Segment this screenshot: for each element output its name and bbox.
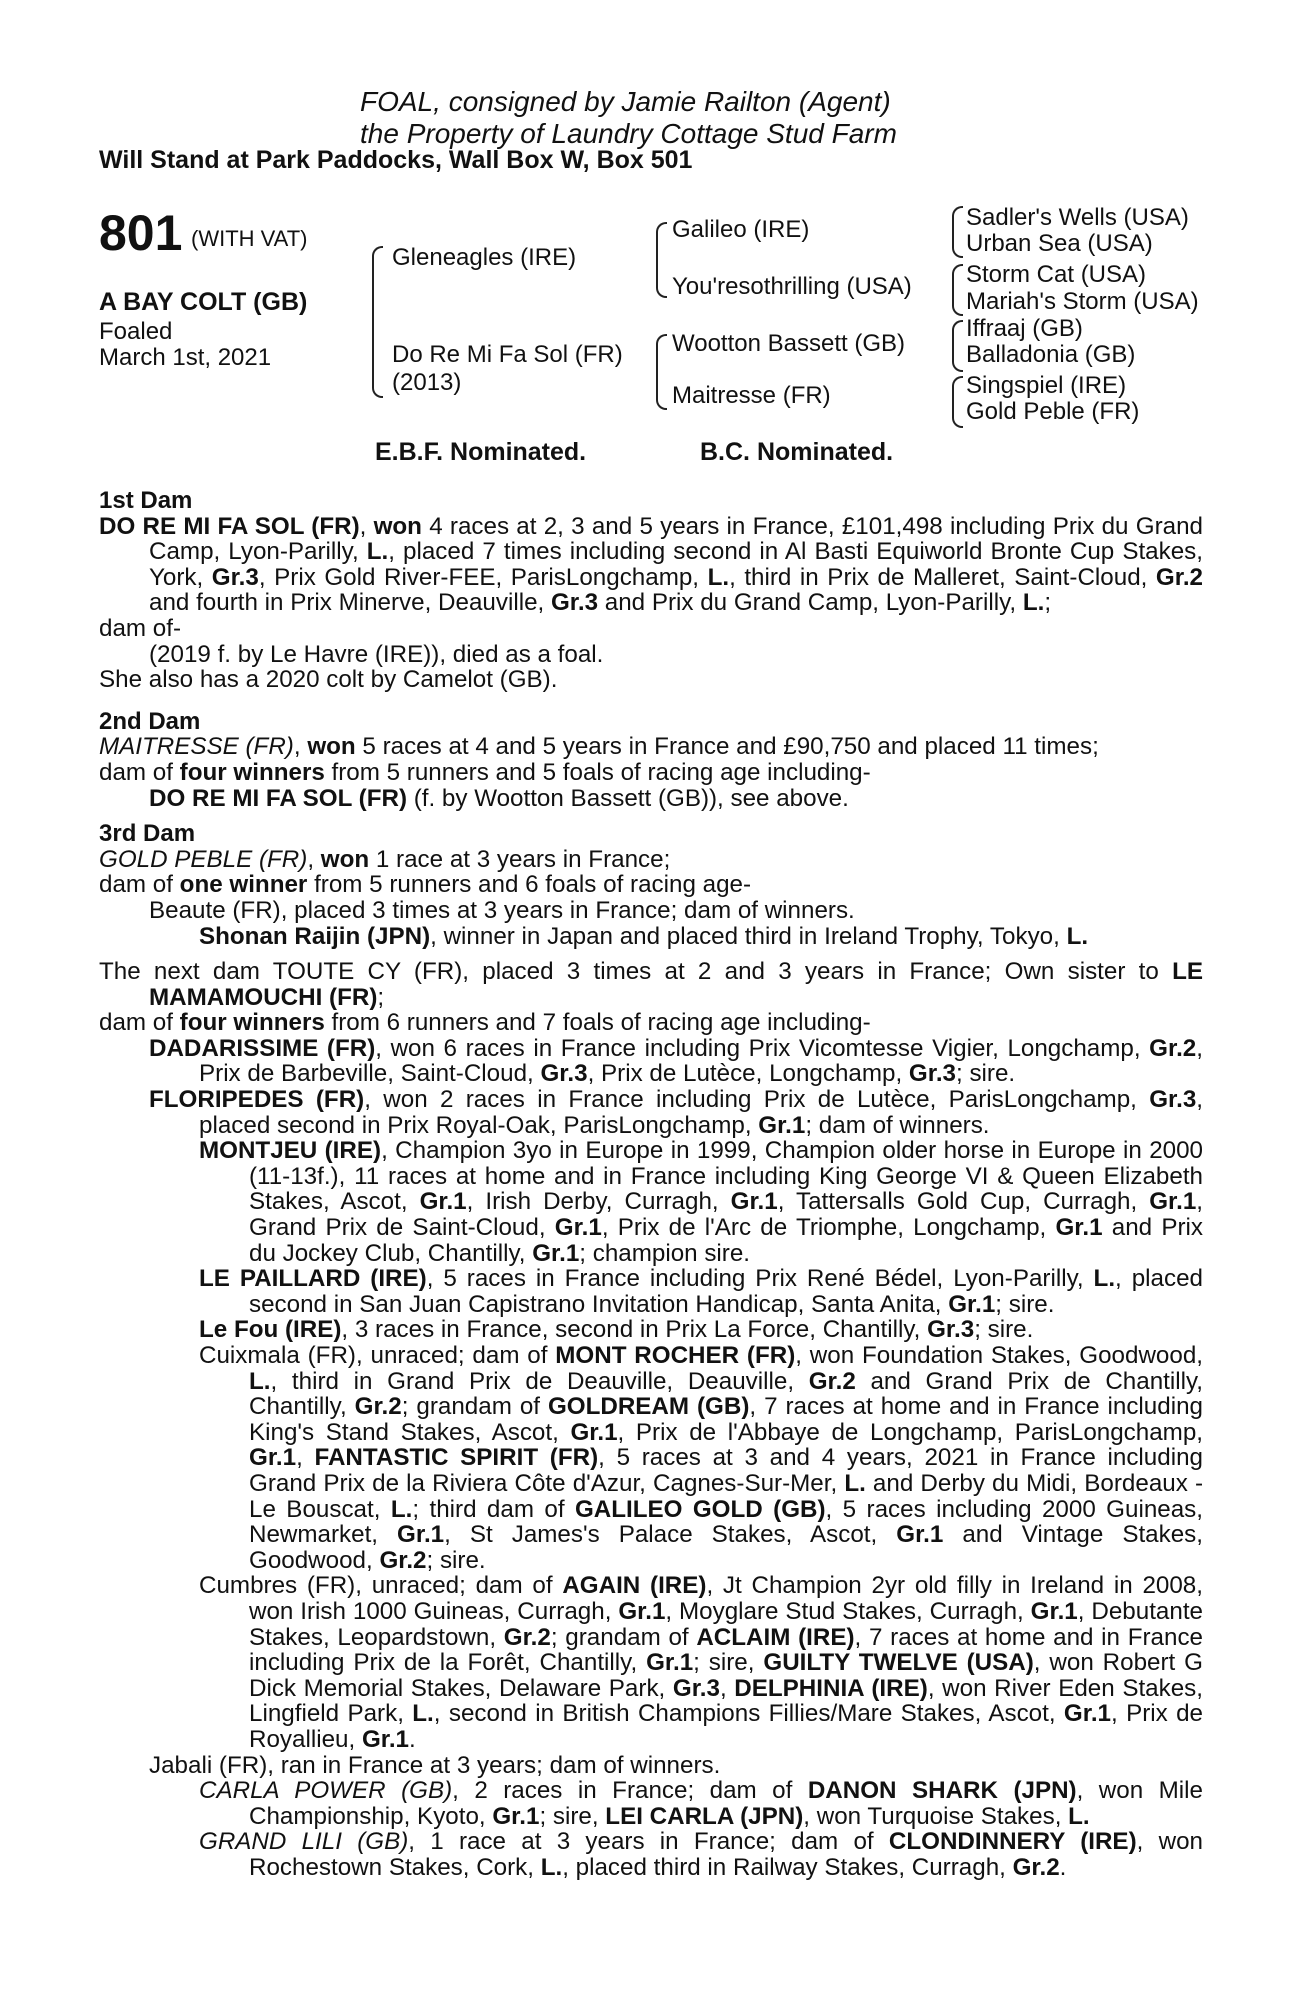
text-segment: Gr.1 bbox=[554, 1214, 602, 1242]
text-segment: DANON SHARK (JPN) bbox=[807, 1777, 1077, 1805]
pedigree-sire-sire: Galileo (IRE) bbox=[672, 216, 810, 243]
text-segment: Gr.2 bbox=[1155, 563, 1203, 591]
text-segment: 1 race at 3 years in France; bbox=[369, 845, 671, 873]
text-segment: Jabali (FR), ran in France at 3 years; dam of winners. bbox=[149, 1751, 721, 1779]
foaled-date: March 1st, 2021 bbox=[99, 344, 272, 371]
paragraph bbox=[99, 1266, 1203, 1317]
pedigree-dam-dam: Maitresse (FR) bbox=[672, 382, 831, 409]
text-segment: Gr.2 bbox=[1012, 1853, 1060, 1881]
text-segment: ; dam of winners. bbox=[805, 1111, 990, 1139]
paragraph bbox=[99, 1010, 1203, 1036]
text-segment: four winners bbox=[179, 758, 325, 786]
text-segment: ; sire. bbox=[974, 1316, 1034, 1344]
bc-nomination: B.C. Nominated. bbox=[700, 438, 894, 466]
pedigree-dsd: Balladonia (GB) bbox=[966, 341, 1136, 368]
text-segment: ; third dam of bbox=[412, 1495, 575, 1523]
text-segment: Gr.1 bbox=[618, 1597, 666, 1625]
paragraph bbox=[99, 959, 1203, 1010]
pedigree-ssd: Urban Sea (USA) bbox=[966, 230, 1153, 257]
pedigree-dds: Singspiel (IRE) bbox=[966, 372, 1127, 399]
text-segment: from 5 runners and 5 foals of racing age including- bbox=[324, 758, 871, 786]
text-segment: MONTJEU (IRE) bbox=[199, 1137, 382, 1165]
text-segment: and Derby du Midi, Bordeaux - Le Bouscat, bbox=[249, 1469, 1203, 1523]
paragraph bbox=[99, 1036, 1203, 1087]
text-segment: , won Foundation Stakes, Goodwood, bbox=[795, 1342, 1204, 1369]
paragraph bbox=[99, 1573, 1203, 1752]
text-segment: L. bbox=[1066, 922, 1089, 950]
paragraph bbox=[99, 1753, 1203, 1779]
text-segment: , Debutante Stakes, Leopardstown, bbox=[249, 1597, 1203, 1651]
text-segment: Gr.1 bbox=[758, 1111, 806, 1139]
text-segment: , bbox=[296, 1444, 315, 1472]
text-segment: , 7 races at home and in France including King's Stand Stakes, Ascot, bbox=[249, 1393, 1203, 1446]
pedigree-dam: Do Re Mi Fa Sol (FR) bbox=[392, 341, 623, 368]
paragraph bbox=[99, 872, 1203, 898]
text-segment: dam of bbox=[99, 871, 180, 899]
paragraph bbox=[99, 786, 1203, 812]
text-segment: Gr.3 bbox=[550, 589, 599, 617]
text-segment: won bbox=[307, 733, 356, 761]
text-segment: GOLDREAM (GB) bbox=[547, 1393, 750, 1421]
text-segment: Gr.1 bbox=[646, 1649, 694, 1677]
text-segment: L. bbox=[390, 1495, 413, 1523]
gen3-brace-3 bbox=[952, 320, 963, 372]
text-segment: CARLA POWER (GB) bbox=[199, 1777, 453, 1805]
pedigree-ddd: Gold Peble (FR) bbox=[966, 398, 1140, 425]
text-segment: GRAND LILI (GB) bbox=[199, 1828, 409, 1856]
paragraph bbox=[99, 1343, 1203, 1573]
text-segment: , 5 races including 2000 Guineas, Newmarket, bbox=[249, 1495, 1203, 1549]
pedigree-notes bbox=[99, 488, 1203, 1880]
paragraph bbox=[99, 488, 1203, 514]
text-segment: , bbox=[307, 845, 321, 873]
text-segment: Gr.1 bbox=[397, 1521, 445, 1549]
text-segment: and Vintage Stakes, Goodwood, bbox=[249, 1521, 1203, 1574]
text-segment: CLONDINNERY (IRE) bbox=[888, 1828, 1137, 1856]
text-segment: Gr.1 bbox=[1030, 1597, 1078, 1625]
text-segment: ; bbox=[377, 983, 385, 1011]
text-segment: , third in Prix de Malleret, Saint-Cloud, bbox=[729, 563, 1156, 591]
paragraph bbox=[99, 1829, 1203, 1880]
ebf-nomination: E.B.F. Nominated. bbox=[375, 438, 587, 466]
text-segment: Cuixmala (FR), unraced; dam of bbox=[199, 1342, 556, 1369]
text-segment: , Champion 3yo in Europe in 1999, Champion older horse in Europe in 2000 (11-13f.), 11 races at home and in France including King George VI & Queen Elizabeth Stakes, Ascot, bbox=[249, 1137, 1204, 1216]
text-segment: from 6 runners and 7 foals of racing age including- bbox=[324, 1009, 871, 1037]
text-segment: dam of bbox=[99, 758, 180, 786]
lot-number: 801 bbox=[99, 205, 183, 261]
text-segment: (f. by Wootton Bassett (GB)), see above. bbox=[407, 784, 849, 812]
text-segment: ; grandam of bbox=[550, 1623, 697, 1651]
text-segment: , 5 races in France including Prix René Bédel, Lyon-Parilly, bbox=[426, 1265, 1094, 1293]
text-segment: AGAIN (IRE) bbox=[562, 1572, 707, 1600]
text-segment: , 3 races in France, second in Prix La Force, Chantilly, bbox=[341, 1316, 928, 1344]
text-segment: won bbox=[373, 512, 422, 540]
text-segment: L. bbox=[249, 1367, 271, 1395]
text-segment: dam of- bbox=[99, 614, 181, 642]
text-segment: ; sire. bbox=[956, 1060, 1016, 1088]
text-segment: Gr.3 bbox=[211, 563, 259, 591]
text-segment: ; sire. bbox=[426, 1546, 486, 1574]
text-segment: . bbox=[409, 1725, 416, 1753]
text-segment: Gr.1 bbox=[948, 1290, 996, 1318]
text-segment: ; sire. bbox=[995, 1290, 1055, 1318]
text-segment: Shonan Raijin (JPN) bbox=[199, 922, 431, 950]
text-segment: , Grand Prix de Saint-Cloud, bbox=[249, 1188, 1204, 1242]
text-segment: Gr.3 bbox=[927, 1316, 975, 1344]
text-segment: , Prix de Barbeville, Saint-Cloud, bbox=[199, 1034, 1203, 1088]
text-segment: , Jt Champion 2yr old filly in Ireland in 2008, won Irish 1000 Guineas, Curragh, bbox=[249, 1572, 1203, 1625]
text-segment: GOLD PEBLE (FR) bbox=[99, 845, 308, 873]
text-segment: Gr.2 bbox=[379, 1546, 427, 1574]
foaled-label: Foaled bbox=[99, 318, 173, 345]
text-segment: and Grand Prix de Chantilly, Chantilly, bbox=[249, 1367, 1204, 1421]
text-segment: (2019 f. by Le Havre (IRE)), died as a foal. bbox=[149, 640, 604, 668]
gen3-brace-4 bbox=[952, 376, 963, 428]
text-segment: GUILTY TWELVE (USA) bbox=[763, 1649, 1034, 1677]
pedigree-dam-sire: Wootton Bassett (GB) bbox=[672, 330, 905, 357]
text-segment: , placed third in Railway Stakes, Curragh, bbox=[562, 1853, 1013, 1881]
text-segment: Beaute (FR), placed 3 times at 3 years in France; dam of winners. bbox=[149, 896, 855, 924]
text-segment: and fourth in Prix Minerve, Deauville, bbox=[149, 589, 551, 617]
text-segment: won bbox=[320, 845, 370, 873]
text-segment: , Prix de Royallieu, bbox=[249, 1700, 1203, 1753]
text-segment: dam of bbox=[99, 1009, 180, 1037]
text-segment: , 5 races at 3 and 4 years, 2021 in France including Grand Prix de la Riviera Côte d'Azur, Cagnes-Sur-Mer, bbox=[249, 1444, 1203, 1497]
text-segment: four winners bbox=[179, 1009, 325, 1037]
text-segment: FLORIPEDES (FR) bbox=[149, 1086, 365, 1114]
text-segment: Gr.1 bbox=[896, 1521, 944, 1549]
text-segment: Gr.1 bbox=[492, 1802, 540, 1830]
text-segment: ; grandam of bbox=[401, 1393, 548, 1421]
text-segment: , won 6 races in France including Prix Vicomtesse Vigier, Longchamp, bbox=[375, 1034, 1150, 1062]
text-segment: ; champion sire. bbox=[579, 1239, 751, 1267]
text-segment: DADARISSIME (FR) bbox=[149, 1034, 376, 1062]
text-segment: Gr.2 bbox=[503, 1623, 551, 1651]
text-segment: , Tattersalls Gold Cup, Curragh, bbox=[777, 1188, 1150, 1216]
text-segment: Gr.2 bbox=[1149, 1034, 1197, 1062]
sire-line-brace bbox=[656, 222, 667, 298]
text-segment: DO RE MI FA SOL (FR) bbox=[99, 512, 360, 540]
text-segment: L. bbox=[366, 538, 389, 566]
text-segment: and Prix du Grand Camp, Lyon-Parilly, bbox=[598, 589, 1023, 617]
text-segment: GALILEO GOLD (GB) bbox=[574, 1495, 826, 1523]
text-segment: Gr.1 bbox=[532, 1239, 580, 1267]
paragraph bbox=[99, 514, 1203, 616]
text-segment: L. bbox=[1022, 589, 1045, 617]
text-segment: , third in Grand Prix de Deauville, Deauville, bbox=[270, 1367, 809, 1395]
pedigree-sire-dam: You'resothrilling (USA) bbox=[672, 273, 912, 300]
text-segment: , placed 7 times including second in Al Basti Equiworld Bronte Cup Stakes, York, bbox=[149, 538, 1203, 591]
text-segment: 4 races at 2, 3 and 5 years in France, £101,498 including Prix du Grand Camp, Lyon-Parilly, bbox=[149, 512, 1203, 566]
paragraph bbox=[99, 1087, 1203, 1138]
text-segment: Gr.1 bbox=[249, 1444, 297, 1472]
text-segment: , bbox=[719, 1674, 735, 1702]
text-segment: Gr.1 bbox=[730, 1188, 778, 1216]
text-segment: from 5 runners and 6 foals of racing age- bbox=[307, 871, 752, 899]
text-segment: , won Rochestown Stakes, Cork, bbox=[249, 1828, 1203, 1881]
text-segment: L. bbox=[540, 1853, 563, 1881]
text-segment: Gr.3 bbox=[540, 1060, 588, 1088]
lot-title: A BAY COLT (GB) bbox=[99, 288, 308, 316]
text-segment: ACLAIM (IRE) bbox=[696, 1623, 855, 1651]
paragraph bbox=[99, 667, 1203, 693]
text-segment: 1st Dam bbox=[99, 487, 193, 514]
text-segment: , won Robert G Dick Memorial Stakes, Delaware Park, bbox=[249, 1649, 1203, 1702]
text-segment: , placed second in Prix Royal-Oak, ParisLongchamp, bbox=[199, 1086, 1204, 1139]
gen3-brace-1 bbox=[952, 206, 963, 258]
text-segment: , bbox=[359, 512, 374, 540]
text-segment: Cumbres (FR), unraced; dam of bbox=[199, 1572, 563, 1600]
text-segment: L. bbox=[1068, 1802, 1090, 1830]
text-segment: , placed second in San Juan Capistrano Invitation Handicap, Santa Anita, bbox=[249, 1265, 1203, 1318]
paragraph bbox=[99, 1317, 1203, 1343]
consignor-line: FOAL, consigned by Jamie Railton (Agent) bbox=[360, 86, 891, 117]
paragraph bbox=[99, 898, 1203, 924]
text-segment: , 1 race at 3 years in France; dam of bbox=[408, 1828, 889, 1856]
text-segment: , winner in Japan and placed third in Ireland Trophy, Tokyo, bbox=[430, 922, 1067, 950]
pedigree-sds: Storm Cat (USA) bbox=[966, 261, 1147, 288]
text-segment: Gr.1 bbox=[570, 1418, 618, 1446]
text-segment: , Irish Derby, Curragh, bbox=[466, 1188, 731, 1216]
text-segment: Gr.1 bbox=[1063, 1700, 1111, 1728]
text-segment: ; sire, bbox=[539, 1802, 606, 1830]
text-segment: one winner bbox=[179, 871, 308, 899]
pedigree-dam-year: (2013) bbox=[392, 369, 462, 396]
text-segment: DO RE MI FA SOL (FR) bbox=[149, 784, 407, 812]
paragraph bbox=[99, 847, 1203, 873]
text-segment: and Prix du Jockey Club, Chantilly, bbox=[249, 1214, 1204, 1267]
text-segment: Le Fou (IRE) bbox=[199, 1316, 342, 1344]
text-segment: MAITRESSE (FR) bbox=[99, 733, 294, 761]
text-segment: , Prix de l'Arc de Triomphe, Longchamp, bbox=[601, 1214, 1056, 1242]
text-segment: ; bbox=[1044, 589, 1052, 617]
paragraph bbox=[99, 821, 1203, 847]
pedigree-sss: Sadler's Wells (USA) bbox=[966, 204, 1189, 231]
pedigree-sire: Gleneagles (IRE) bbox=[392, 244, 577, 271]
text-segment: She also has a 2020 colt by Camelot (GB). bbox=[99, 666, 558, 694]
paragraph bbox=[99, 1778, 1203, 1829]
gen3-brace-2 bbox=[952, 264, 963, 316]
text-segment: 2nd Dam bbox=[99, 707, 201, 735]
paragraph bbox=[99, 709, 1203, 735]
text-segment: DELPHINIA (IRE) bbox=[734, 1674, 928, 1702]
text-segment: , bbox=[293, 733, 308, 761]
text-segment: 5 races at 4 and 5 years in France and £90,750 and placed 11 times; bbox=[355, 733, 1099, 761]
stand-line: Will Stand at Park Paddocks, Wall Box W, Box 501 bbox=[99, 146, 693, 174]
paragraph bbox=[99, 760, 1203, 786]
text-segment: , Prix de l'Abbaye de Longchamp, ParisLongchamp, bbox=[617, 1418, 1203, 1446]
text-segment: , Prix de Lutèce, Longchamp, bbox=[587, 1060, 909, 1088]
text-segment: , won Mile Championship, Kyoto, bbox=[249, 1777, 1203, 1830]
text-segment: , 2 races in France; dam of bbox=[452, 1777, 808, 1805]
text-segment: , won 2 races in France including Prix de Lutèce, ParisLongchamp, bbox=[364, 1086, 1150, 1114]
paragraph bbox=[99, 616, 1203, 642]
text-segment: Gr.1 bbox=[1055, 1214, 1103, 1242]
text-segment: LEI CARLA (JPN) bbox=[605, 1802, 804, 1830]
text-segment: FANTASTIC SPIRIT (FR) bbox=[314, 1444, 599, 1472]
text-segment: Gr.3 bbox=[1149, 1086, 1197, 1114]
text-segment: L. bbox=[707, 563, 730, 591]
text-segment: MONT ROCHER (FR) bbox=[555, 1342, 796, 1369]
text-segment: Gr.3 bbox=[908, 1060, 956, 1088]
text-segment: Gr.3 bbox=[672, 1674, 720, 1702]
text-segment: 3rd Dam bbox=[99, 820, 196, 848]
text-segment: , won Turquoise Stakes, bbox=[803, 1802, 1069, 1830]
text-segment: , St James's Palace Stakes, Ascot, bbox=[444, 1521, 897, 1549]
text-segment: L. bbox=[1093, 1265, 1116, 1293]
text-segment: . bbox=[1059, 1853, 1067, 1881]
text-segment: LE MAMAMOUCHI (FR) bbox=[149, 958, 1203, 1011]
pedigree-dss: Iffraaj (GB) bbox=[966, 315, 1083, 342]
text-segment: ; sire, bbox=[693, 1649, 764, 1677]
paragraph bbox=[99, 642, 1203, 668]
vat-note: (WITH VAT) bbox=[191, 226, 308, 251]
text-segment: , won River Eden Stakes, Lingfield Park, bbox=[249, 1674, 1203, 1728]
text-segment: Gr.1 bbox=[419, 1188, 467, 1216]
property-line: the Property of Laundry Cottage Stud Farm bbox=[360, 118, 897, 149]
sire-dam-brace bbox=[372, 246, 383, 398]
text-segment: , Moyglare Stud Stakes, Curragh, bbox=[665, 1597, 1031, 1625]
text-segment: Gr.2 bbox=[808, 1367, 856, 1395]
text-segment: Gr.2 bbox=[354, 1393, 402, 1421]
text-segment: , Prix Gold River-FEE, ParisLongchamp, bbox=[258, 563, 708, 591]
text-segment: , second in British Champions Fillies/Mare Stakes, Ascot, bbox=[433, 1700, 1064, 1728]
text-segment: Gr.1 bbox=[361, 1725, 410, 1753]
paragraph bbox=[99, 734, 1203, 760]
paragraph bbox=[99, 1138, 1203, 1266]
text-segment: The next dam TOUTE CY (FR), placed 3 times at 2 and 3 years in France; Own sister to bbox=[99, 958, 1173, 986]
dam-line-brace bbox=[656, 334, 667, 410]
text-segment: LE PAILLARD (IRE) bbox=[199, 1265, 427, 1293]
paragraph bbox=[99, 924, 1203, 950]
pedigree-sdd: Mariah's Storm (USA) bbox=[966, 288, 1199, 315]
text-segment: L. bbox=[412, 1700, 434, 1728]
text-segment: L. bbox=[844, 1469, 866, 1497]
text-segment: , 7 races at home and in France including Prix de la Forêt, Chantilly, bbox=[249, 1623, 1203, 1677]
text-segment: Gr.1 bbox=[1149, 1188, 1197, 1216]
